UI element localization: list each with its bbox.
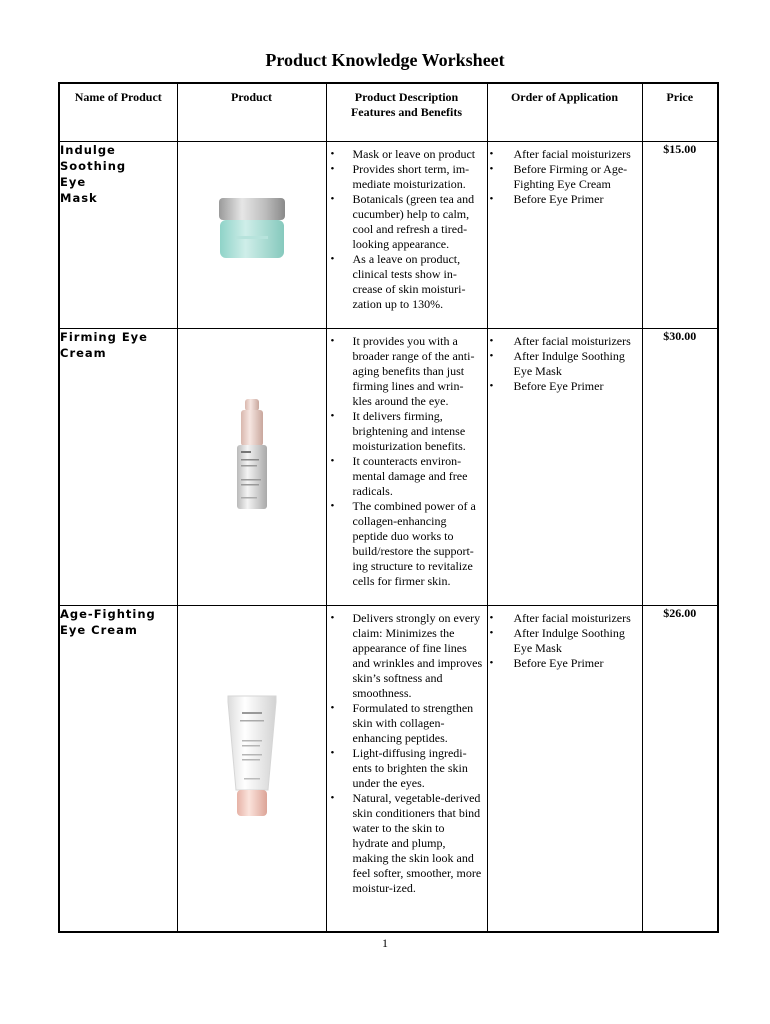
- jar-product-image: [214, 194, 290, 262]
- product-image-cell: [177, 329, 326, 606]
- order-cell: [487, 329, 642, 606]
- price-cell: $15.00: [642, 142, 718, 329]
- header-price: Price: [642, 83, 718, 142]
- header-name: Name of Product: [59, 83, 177, 142]
- order-cell: [487, 606, 642, 932]
- order-item: • After facial moisturizers: [488, 147, 642, 162]
- product-name-line: Cream: [60, 346, 107, 360]
- product-name-line: Soothing: [60, 159, 127, 173]
- header-product: Product: [177, 83, 326, 142]
- order-list: [488, 329, 642, 400]
- product-name-cell: [59, 142, 177, 329]
- description-item: • Mask or leave on product: [327, 147, 487, 162]
- header-row: [59, 83, 718, 142]
- description-item: • The combined power of a collagen-enhancing peptide duo works to build/restore the support-ing structure to revitalize cells for firmer skin.: [327, 499, 487, 589]
- description-item: • Provides short term, im-mediate moisturization.: [327, 162, 487, 192]
- product-name-line: Eye Cream: [60, 623, 138, 637]
- order-item: • After facial moisturizers: [488, 334, 642, 349]
- description-item: • Light-diffusing ingredi-ents to brighten the skin under the eyes.: [327, 746, 487, 791]
- product-name-line: Age-Fighting: [60, 607, 156, 621]
- product-table: [58, 82, 719, 933]
- order-item: • After facial moisturizers: [488, 611, 642, 626]
- description-item: • It delivers firming, brightening and intense moisturization benefits.: [327, 409, 487, 454]
- description-item: • It counteracts environ-mental damage and free radicals.: [327, 454, 487, 499]
- product-name-cell: [59, 606, 177, 932]
- order-item: • Before Eye Primer: [488, 379, 642, 394]
- page-title: Product Knowledge Worksheet: [265, 50, 505, 70]
- order-cell: [487, 142, 642, 329]
- description-item: • Natural, vegetable-derived skin conditioners that bind water to the skin to hydrate and plump, making the skin look and feel softer, smoother, more moistur-ized.: [327, 791, 487, 896]
- description-list: [327, 606, 487, 902]
- product-image-cell: [177, 606, 326, 932]
- order-item: • Before Eye Primer: [488, 656, 642, 671]
- description-item: • Botanicals (green tea and cucumber) help to calm, cool and refresh a tired-looking appearance.: [327, 192, 487, 252]
- tube-product-image: [222, 694, 282, 818]
- description-item: • Delivers strongly on every claim: Minimizes the appearance of fine lines and wrinkles and improves skin’s softness and smoothness.: [327, 611, 487, 701]
- header-order: Order of Application: [487, 83, 642, 142]
- order-list: [488, 606, 642, 677]
- product-name-line: Eye: [60, 175, 87, 189]
- table-row: [59, 142, 718, 329]
- product-image-cell: [177, 142, 326, 329]
- header-description: Product Description Features and Benefits: [326, 83, 487, 142]
- description-item: • As a leave on product, clinical tests show in-crease of skin moisturi-zation up to 130%.: [327, 252, 487, 312]
- description-item: • It provides you with a broader range of the anti-aging benefits than just firming lines and wrin-kles around the eye.: [327, 334, 487, 409]
- description-cell: [326, 606, 487, 932]
- description-cell: [326, 142, 487, 329]
- description-item: • Formulated to strengthen skin with collagen-enhancing peptides.: [327, 701, 487, 746]
- pump-bottle-product-image: [227, 399, 277, 511]
- product-name-line: Mask: [60, 191, 98, 205]
- price-cell: $26.00: [642, 606, 718, 932]
- description-list: [327, 142, 487, 318]
- price-cell: $30.00: [642, 329, 718, 606]
- order-item: • After Indulge Soothing Eye Mask: [488, 626, 642, 656]
- order-item: • After Indulge Soothing Eye Mask: [488, 349, 642, 379]
- order-item: • Before Firming or Age-Fighting Eye Cream: [488, 162, 642, 192]
- page-number: 1: [382, 936, 388, 950]
- product-name-line: Indulge: [60, 143, 116, 157]
- table-row: [59, 606, 718, 932]
- order-item: • Before Eye Primer: [488, 192, 642, 207]
- product-name-cell: [59, 329, 177, 606]
- order-list: [488, 142, 642, 213]
- description-cell: [326, 329, 487, 606]
- description-list: [327, 329, 487, 595]
- product-name-line: Firming Eye: [60, 330, 148, 344]
- table-row: [59, 329, 718, 606]
